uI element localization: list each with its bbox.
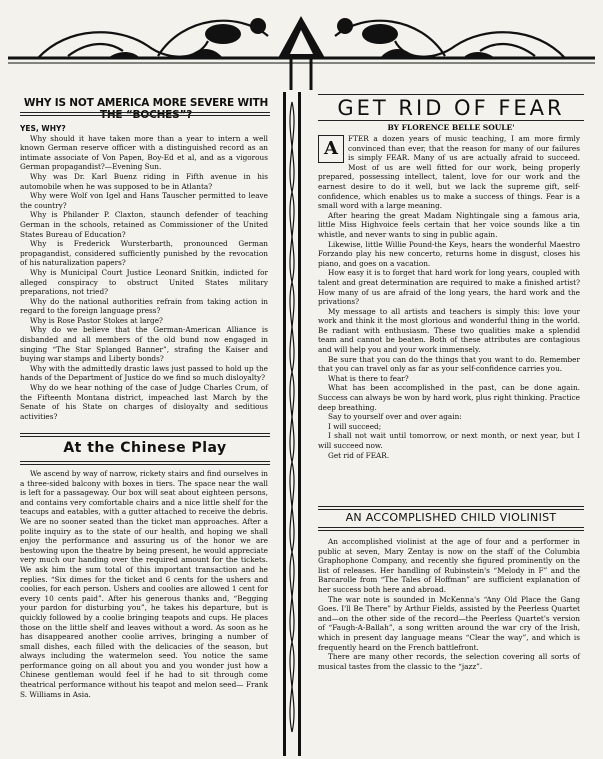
paragraph: Why do the national authorities refrain from taking action in regard to the foreign language press? [20,296,268,316]
paragraph: Why is Rose Pastor Stokes at large? [30,315,163,325]
fear-headline: GET RID OF FEAR [337,96,565,120]
section-rule [20,464,270,465]
paragraph: How easy it is to forget that hard work for long years, coupled with talent and great determination are required to make a finished artist? How many of us are afraid of the long years, the hard work and the privations? [318,268,580,307]
paragraph: There are many other records, the selection covering all sorts of musical tastes from the classic to the “jazz”. [318,652,580,671]
paragraph: The war note is sounded in McKenna's “Any Old Place the Gang Goes. I'll Be There” by Arthur Fields, assisted by the Peerless Quartet and—on the other side of the record—the Peerless Quartet's version of “Faugh-A-Ballah”, a song written around the war cry of the Irish, which in present day language means “Clear the way”, and which is frequently heard on the French battlefront. [318,594,580,652]
paragraph: Why with the admittedly drastic laws just passed to hold up the hands of the Department of Justice do we find so much disloyalty? [20,363,268,383]
byline: BY FLORENCE BELLE SOULE' [387,123,515,132]
fear-article [318,134,580,460]
paragraph: Why is Municipal Court Justice Leonard Snitkin, indicted for alleged conspiracy to obstruct United States military preparations, not tried? [20,267,268,297]
yes-why-line: YES, WHY? [20,124,66,133]
section-rule [20,433,270,434]
section-rule [318,530,584,531]
paragraph: I will succeed; [328,421,382,431]
paragraph [318,134,580,211]
paragraph: Why do we hear nothing of the case of Judge Charles Crum, of the Fifteenth Montana district, impeached last March by the Senate of his State on charges of disloyalty and seditious activities? [20,383,268,421]
section-rule [318,509,584,510]
paragraph: Get rid of FEAR. [328,450,390,460]
section-rule [318,527,584,528]
section-rule [20,436,270,437]
paragraph: Why is Philander P. Claxton, staunch defender of teaching German in the schools, retained as Commissioner of the United States Bureau of Education? [20,210,268,239]
boches-article [20,124,268,421]
paragraph: Why do we believe that the German-American Alliance is disbanded and all members of the old bund now engaged in singing “The Star Splanged Banner”, strafing the Kaiser and buying war stamps and Liberty bonds? [20,325,268,364]
chinese-play-article [20,469,268,699]
section-rule [20,461,270,462]
paragraph: Why were Wolf von Igel and Hans Tauscher permitted to leave the country? [20,191,268,210]
headline-rule [20,112,270,113]
paragraph: An accomplished violinist at the age of four and a performer in public at seven, Mary Zentay is now on the staff of the Columbia Graphophone Company, and recently she figured prominently on the list of releases. Her handling of Rubinstein's “Melody in F” and the Barcarolle from “The Tales of Hoffman” are sufficient explanation of her success both here and abroad. [318,537,580,594]
fear-first-text: FTER a dozen years of music teaching, I am more firmly convinced than ever, that the reason for many of our failures is simply FEAR. Many of us are actually afraid to succeed. Most of us are well fitted for our work, being properly prepared, possessing intellect, talent, love for our work and the earnest desire to do it well, but we lack the supreme gift, self-confidence, which enables us to make a success of things. Fear is a small word with a large meaning. [318,134,580,211]
center-column-divider [281,92,303,756]
section-rule [318,506,584,507]
ornamental-header-banner [8,6,595,90]
paragraph: What has been accomplished in the past, can be done again. Success can always be won by hard work, plus right thinking. Practice deep breathing. [318,383,580,412]
chinese-play-headline: At the Chinese Play [63,440,227,456]
paragraph: Why is Frederick Wursterbarth, pronounced German propagandist, considered sufficiently punished by the revocation of his naturalization papers? [20,239,268,268]
violinist-article [318,537,580,671]
paragraph: Be sure that you can do the things that you want to do. Remember that you can travel only as far as your self-confidence carries you. [318,354,580,374]
boches-headline: WHY IS NOT AMERICA MORE SEVERE WITH THE “BOCHES”? [23,97,269,121]
paragraph: We ascend by way of narrow, rickety stairs and find ourselves in a three-sided balcony with boxes in tiers. The space near the wall is left for a passageway. Our box will seat about eighteen persons, and contains very comfortable chairs and a nice little shelf for the teacups and eatables, with a gutter attached to receive the debris. We are no sooner seated than the ticket man approaches. After a polite inquiry as to the state of our health, and hoping we shall enjoy the performance and assuring us of the honor we are bestowing upon the theatre by being present, he would appreciate very much our handing over the required amount for the tickets. We ask him the sum total of this important transaction and he replies. “Six dimes for the ticket and 6 cents for the ushers and coolies, for each person. Ushers and coolies are allowed 1 cent for every 10 cents paid”. After his generous thanks and, “Begging your pardon for disturbing you”, he takes his departure, but is quickly followed by a coolie bringing teapots and cups. He places those on the little shelf and leaves without a word. As soon as he has disappeared another coolie arrives, bringing a number of small dishes, each filled with the delicacies of the season, but always including the watermelon seed. You notice the same performance going on all about you and you wonder just how a Chinese gentleman would feel if he had to sit through come theatrical performance without his teapot and melon seed— Frank S. Williams in Asia. [20,469,268,699]
violinist-headline: AN ACCOMPLISHED CHILD VIOLINIST [345,511,557,524]
paragraph: What is there to fear? [328,373,409,383]
drop-cap: A [318,135,344,163]
paragraph: Why should it have taken more than a year to intern a well known German reserve officer with a distinguished record as an intimate associate of Von Papen, Boy-Ed et al, and as a vigorous German propagandist?—Evening Sun. [20,133,268,172]
paragraph: After hearing the great Madam Nightingale sing a famous aria, little Miss Highvoice feels certain that her voice sounds like a tin whistle, and never wants to sing in public again. [318,210,580,239]
paragraph: Why was Dr. Karl Buenz riding in Fifth avenue in his automobile when he was supposed to be in Atlanta? [20,171,268,191]
headline-rule [318,120,584,121]
headline-rule [318,94,584,95]
headline-rule [20,115,270,116]
paragraph: Say to yourself over and over again: [328,412,462,422]
paragraph: Likewise, little Willie Pound-the Keys, hears the wonderful Maestro Forzando play his new concerto, returns home in disgust, closes his piano, and goes on a vacation. [318,239,580,268]
paragraph: My message to all artists and teachers is simply this: love your work and think it the most glorious and wonderful thing in the world. Be radiant with enthusiasm. These two qualities make a splendid team and cannot be beaten. Both of these attributes are contagious and will help you and your work immensely. [318,306,580,355]
paragraph: I shall not wait until tomorrow, or next month, or next year, but I will succeed now. [318,431,580,450]
